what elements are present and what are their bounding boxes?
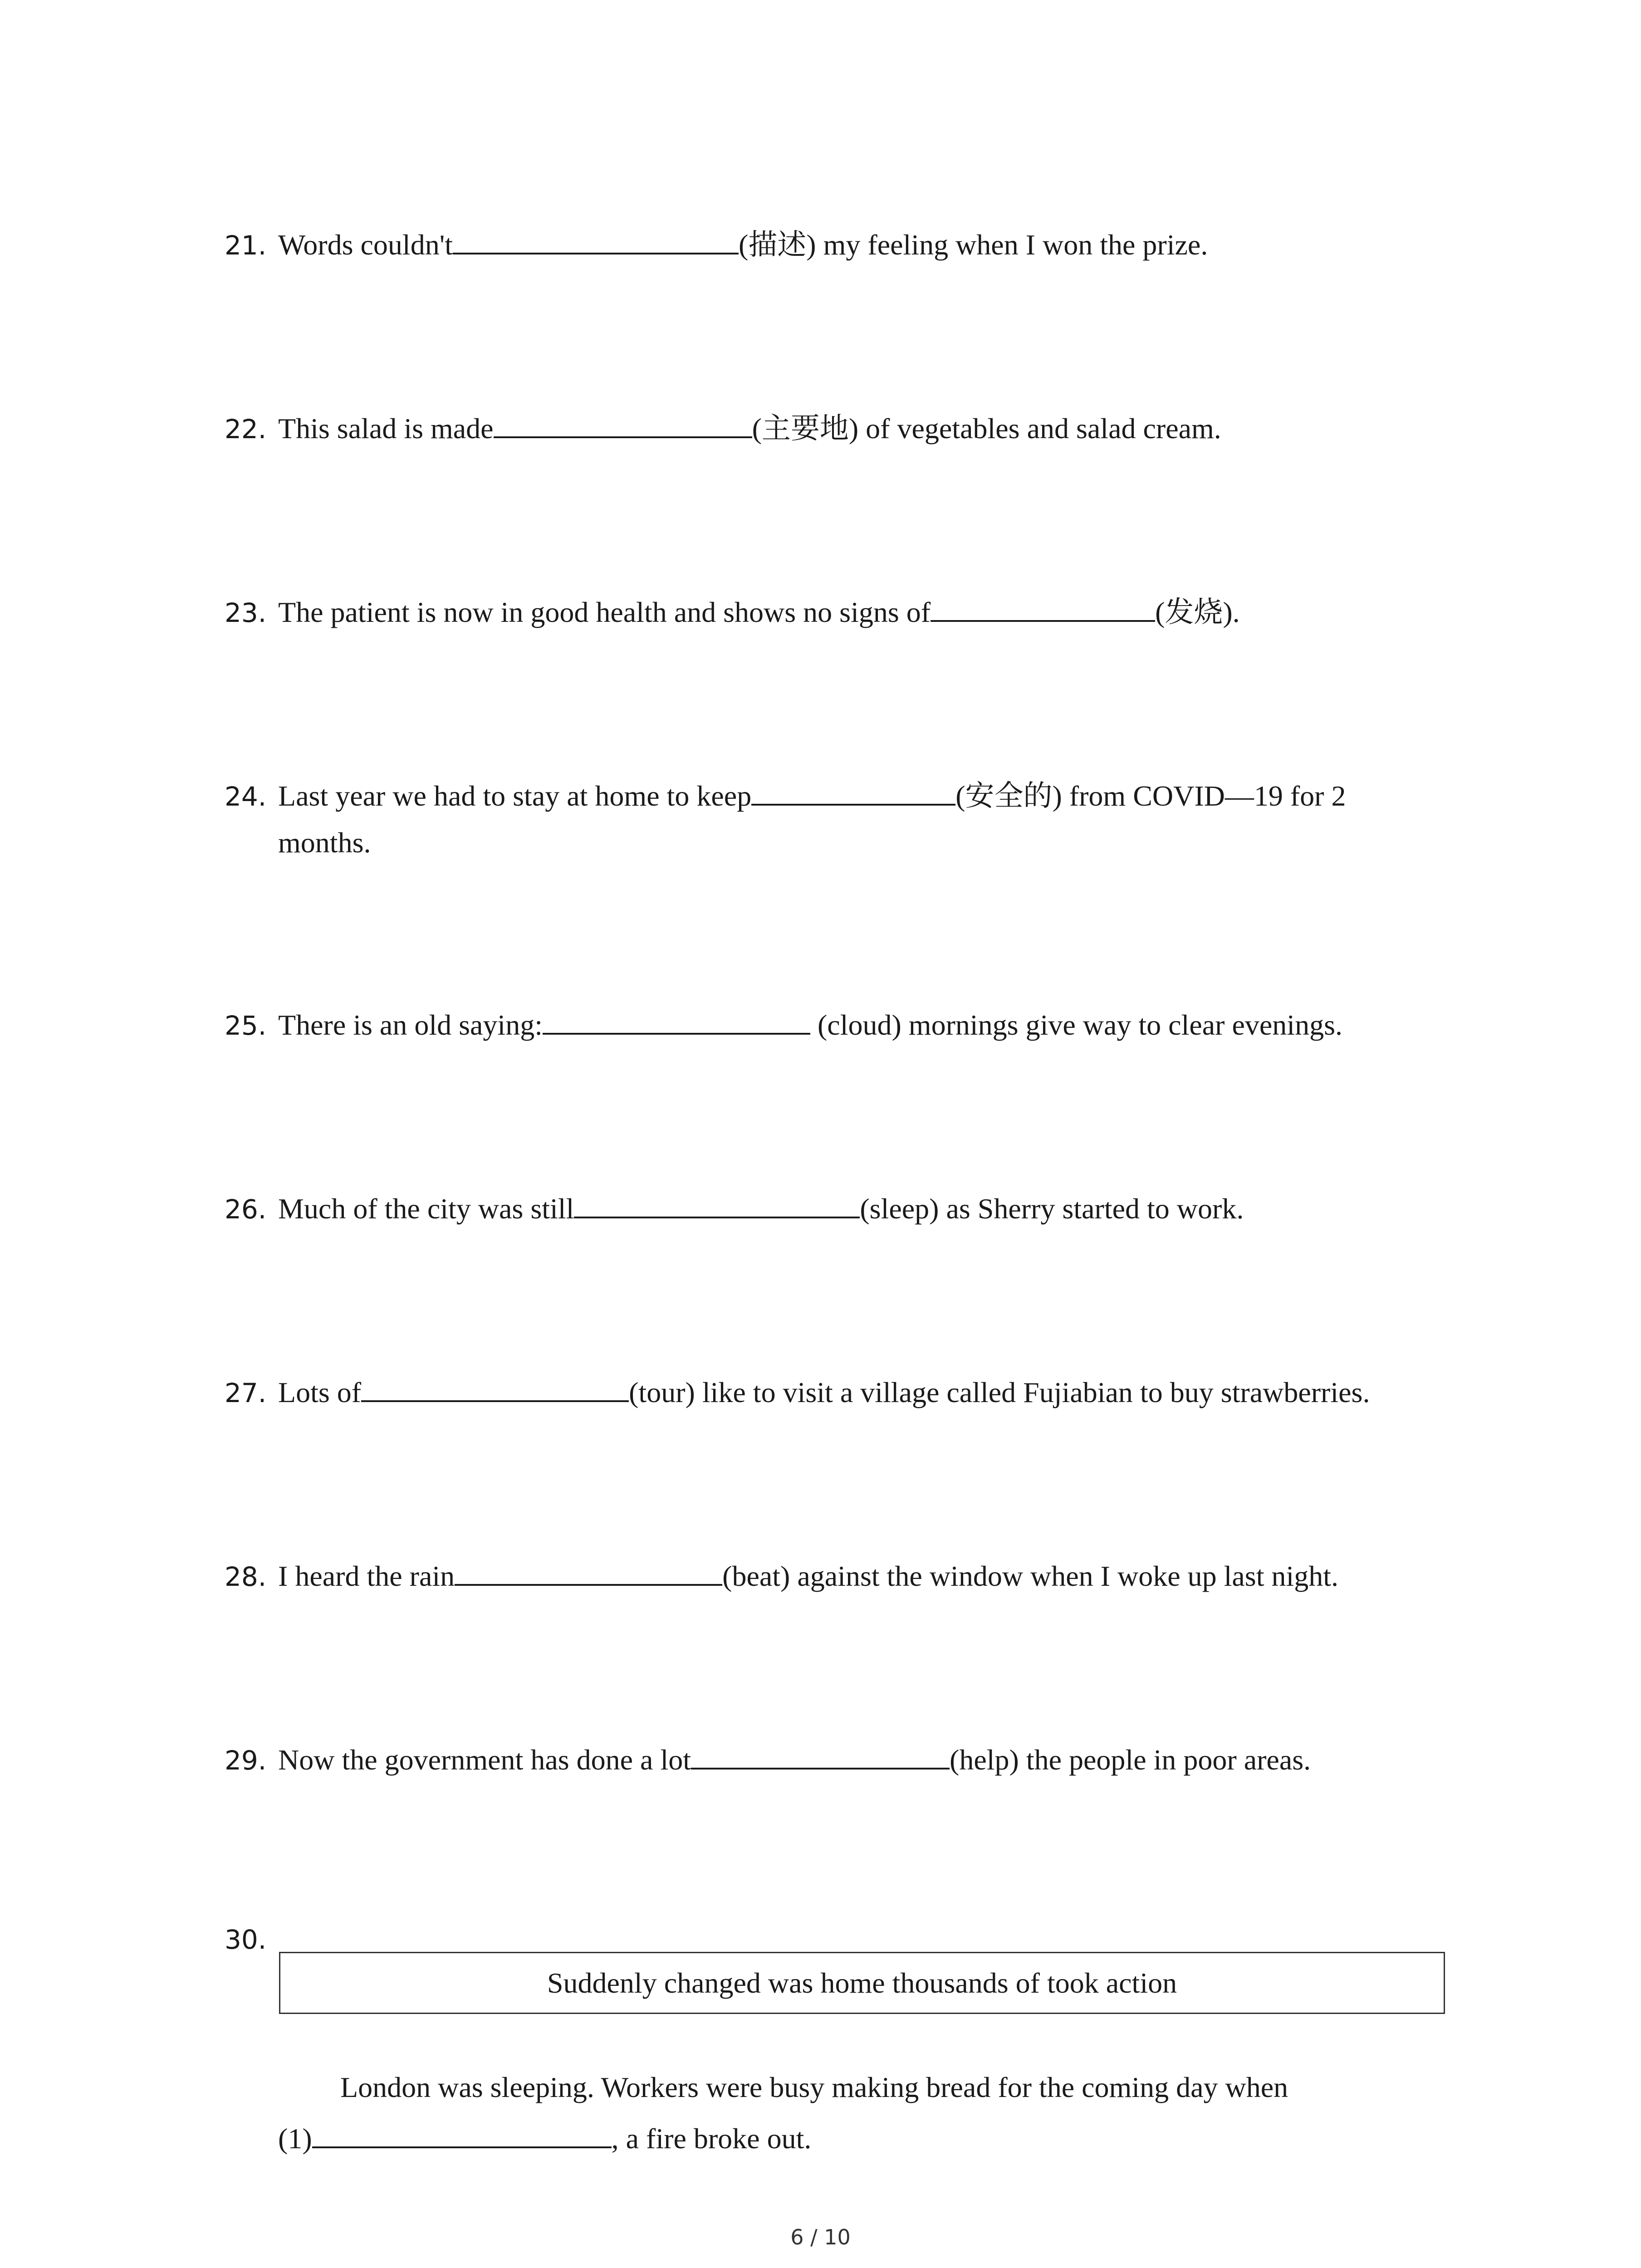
word-bank-text: Suddenly changed was home thousands of took action (547, 1966, 1177, 1999)
question-number: 30. (225, 1924, 267, 1955)
question-23 (225, 590, 1450, 635)
passage-line-1: London was sleeping. Workers were busy making bread for the coming day when (340, 2071, 1288, 2103)
question-text-after: (发烧). (1155, 596, 1240, 628)
question-number: 25. (225, 1010, 267, 1041)
question-text-before: Words couldn't (278, 229, 453, 261)
question-text-after: (描述) my feeling when I won the prize. (739, 229, 1208, 261)
question-text-after: (cloud) mornings give way to clear evenings. (810, 1009, 1342, 1041)
answer-blank[interactable] (931, 592, 1155, 622)
passage-line-2 (278, 2116, 811, 2161)
blank-1-label: (1) (278, 2122, 312, 2155)
question-28 (225, 1554, 1450, 1599)
question-24-continuation: months. (278, 826, 371, 859)
question-number: 29. (225, 1745, 267, 1776)
question-text-before: Now the government has done a lot (278, 1744, 691, 1776)
question-text-before: There is an old saying: (278, 1009, 543, 1041)
question-text-before: This salad is made (278, 412, 494, 445)
word-bank-box (279, 1952, 1445, 2014)
question-number: 24. (225, 781, 267, 812)
answer-blank[interactable] (543, 1005, 810, 1035)
question-text-after: (安全的) from COVID—19 for 2 (955, 780, 1346, 812)
question-29 (225, 1737, 1450, 1783)
answer-blank[interactable] (751, 776, 955, 806)
question-text-before: I heard the rain (278, 1560, 455, 1592)
question-number: 27. (225, 1378, 267, 1408)
question-21 (225, 222, 1450, 268)
question-22 (225, 406, 1450, 452)
answer-blank[interactable] (494, 408, 752, 438)
answer-blank[interactable] (691, 1740, 950, 1769)
question-number: 22. (225, 414, 267, 445)
question-number: 26. (225, 1194, 267, 1225)
question-text-after: (beat) against the window when I woke up last night. (722, 1560, 1339, 1592)
question-number: 28. (225, 1561, 267, 1592)
answer-blank[interactable] (455, 1556, 722, 1586)
passage-line-2-text: , a fire broke out. (611, 2122, 812, 2155)
answer-blank[interactable] (453, 225, 739, 254)
passage-blank-1[interactable] (312, 2118, 612, 2148)
question-number: 23. (225, 597, 267, 628)
question-text-after: (主要地) of vegetables and salad cream. (752, 412, 1221, 445)
question-text-after: (help) the people in poor areas. (950, 1744, 1311, 1776)
question-text-before: Much of the city was still (278, 1193, 574, 1225)
question-27 (225, 1370, 1450, 1416)
question-text-before: The patient is now in good health and shows no signs of (278, 596, 931, 628)
question-number: 21. (225, 230, 267, 261)
question-text-after: (tour) like to visit a village called Fujiabian to buy strawberries. (629, 1376, 1370, 1408)
question-text-before: Last year we had to stay at home to keep (278, 780, 752, 812)
question-25 (225, 1002, 1450, 1048)
page-number: 6 / 10 (790, 2225, 851, 2249)
question-26 (225, 1186, 1450, 1232)
question-24 (225, 773, 1450, 819)
answer-blank[interactable] (574, 1188, 860, 1218)
answer-blank[interactable] (361, 1372, 629, 1402)
question-text-after: (sleep) as Sherry started to work. (860, 1193, 1244, 1225)
question-text-before: Lots of (278, 1376, 362, 1408)
